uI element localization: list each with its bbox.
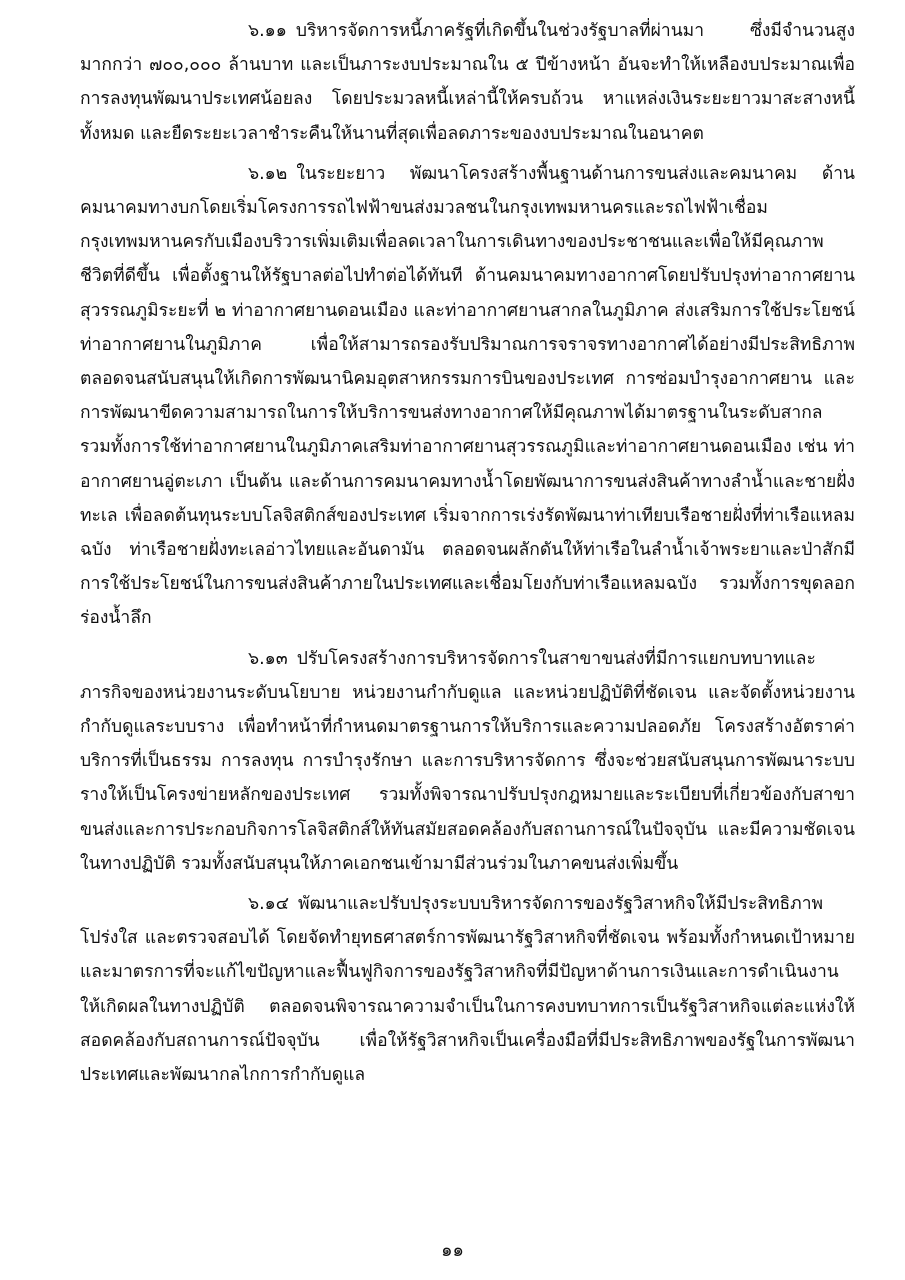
paragraph-text: พัฒนาและปรับปรุงระบบบริหารจัดการของรัฐวิสาหกิจให้มีประสิทธิภาพ โปร่งใส และตรวจสอบได้ โดยจัดทำยุทธศาสตร์การพัฒนารัฐวิสาหกิจที่ชัดเจน พร้อมทั้งกำหนดเป้าหมายและมาตรการที่จะแก้ไขปัญหาและฟื้นฟูกิจการของรัฐวิสาหกิจที่มีปัญหาด้านการเงินและการดำเนินงานให้เกิดผลในทางปฏิบัติ ตลอดจนพิจารณาความจำเป็นในการคงบทบาทการเป็นรัฐวิสาหกิจแต่ละแห่งให้สอดคล้องกับสถานการณ์ปัจจุบัน เพื่อให้รัฐวิสาหกิจเป็นเครื่องมือที่มีประสิทธิภาพของรัฐในการพัฒนาประเทศและพัฒนากลไกการกำกับดูแล <box>80 894 855 1086</box>
paragraph-6-11 <box>80 14 855 151</box>
paragraph-text: ในระยะยาว พัฒนาโครงสร้างพื้นฐานด้านการขนส่งและคมนาคม ด้านคมนาคมทางบกโดยเริ่มโครงการรถไฟฟ้าขนส่งมวลชนในกรุงเทพมหานครและรถไฟฟ้าเชื่อมกรุงเทพมหานครกับเมืองบริวารเพิ่มเติมเพื่อลดเวลาในการเดินทางของประชาชนและเพื่อให้มีคุณภาพชีวิตที่ดีขึ้น เพื่อตั้งฐานให้รัฐบาลต่อไปทำต่อได้ทันที ด้านคมนาคมทางอากาศโดยปรับปรุงท่าอากาศยานสุวรรณภูมิระยะที่ ๒ ท่าอากาศยานดอนเมือง และท่าอากาศยานสากลในภูมิภาค ส่งเสริมการใช้ประโยชน์ท่าอากาศยานในภูมิภาค เพื่อให้สามารถรองรับปริมาณการจราจรทางอากาศได้อย่างมีประสิทธิภาพ ตลอดจนสนับสนุนให้เกิดการพัฒนานิคมอุตสาหกรรมการบินของประเทศ การซ่อมบำรุงอากาศยาน และการพัฒนาขีดความสามารถในการให้บริการขนส่งทางอากาศให้มีคุณภาพได้มาตรฐานในระดับสากล รวมทั้งการใช้ท่าอากาศยานในภูมิภาคเสริมท่าอากาศยานสุวรรณภูมิและท่าอากาศยานดอนเมือง เช่น ท่าอากาศยานอู่ตะเภา เป็นต้น และด้านการคมนาคมทางน้ำโดยพัฒนาการขนส่งสินค้าทางลำน้ำและชายฝั่งทะเล เพื่อลดต้นทุนระบบโลจิสติกส์ของประเทศ เริ่มจากการเร่งรัดพัฒนาท่าเทียบเรือชายฝั่งที่ท่าเรือแหลมฉบัง ท่าเรือชายฝั่งทะเลอ่าวไทยและอันดามัน ตลอดจนผลักดันให้ท่าเรือในลำน้ำเจ้าพระยาและป่าสักมีการใช้ประโยชน์ในการขนส่งสินค้าภายในประเทศและเชื่อมโยงกับท่าเรือแหลมฉบัง รวมทั้งการขุดลอกร่องน้ำลึก <box>80 163 855 629</box>
paragraph-6-14 <box>80 887 855 1092</box>
paragraph-number: ๖.๑๔ <box>248 894 290 915</box>
paragraph-number: ๖.๑๓ <box>248 648 288 669</box>
paragraph-6-13 <box>80 642 855 881</box>
paragraph-6-12 <box>80 157 855 636</box>
page-number: ๑๑ <box>441 1240 464 1261</box>
document-body <box>80 14 855 1098</box>
paragraph-text: ปรับโครงสร้างการบริหารจัดการในสาขาขนส่งที่มีการแยกบทบาทและภารกิจของหน่วยงานระดับนโยบาย หน่วยงานกำกับดูแล และหน่วยปฏิบัติที่ชัดเจน และจัดตั้งหน่วยงานกำกับดูแลระบบราง เพื่อทำหน้าที่กำหนดมาตรฐานการให้บริการและความปลอดภัย โครงสร้างอัตราค่าบริการที่เป็นธรรม การลงทุน การบำรุงรักษา และการบริหารจัดการ ซึ่งจะช่วยสนับสนุนการพัฒนาระบบรางให้เป็นโครงข่ายหลักของประเทศ รวมทั้งพิจารณาปรับปรุงกฎหมายและระเบียบที่เกี่ยวข้องกับสาขาขนส่งและการประกอบกิจการโลจิสติกส์ให้ทันสมัยสอดคล้องกับสถานการณ์ในปัจจุบัน และมีความชัดเจนในทางปฏิบัติ รวมทั้งสนับสนุนให้ภาคเอกชนเข้ามามีส่วนร่วมในภาคขนส่งเพิ่มขึ้น <box>80 648 855 874</box>
paragraph-number: ๖.๑๒ <box>248 163 288 184</box>
paragraph-number: ๖.๑๑ <box>248 21 287 41</box>
paragraph-text: บริหารจัดการหนี้ภาครัฐที่เกิดขึ้นในช่วงรัฐบาลที่ผ่านมา ซึ่งมีจำนวนสูงมากกว่า ๗๐๐,๐๐๐ ล้านบาท และเป็นภาระงบประมาณใน ๕ ปีข้างหน้า อันจะทำให้เหลืองบประมาณเพื่อการลงทุนพัฒนาประเทศน้อยลง โดยประมวลหนี้เหล่านี้ให้ครบถ้วน หาแหล่งเงินระยะยาวมาสะสางหนี้ทั้งหมด และยืดระยะเวลาชำระคืนให้นานที่สุดเพื่อลดภาระของงบประมาณในอนาคต <box>80 21 855 144</box>
